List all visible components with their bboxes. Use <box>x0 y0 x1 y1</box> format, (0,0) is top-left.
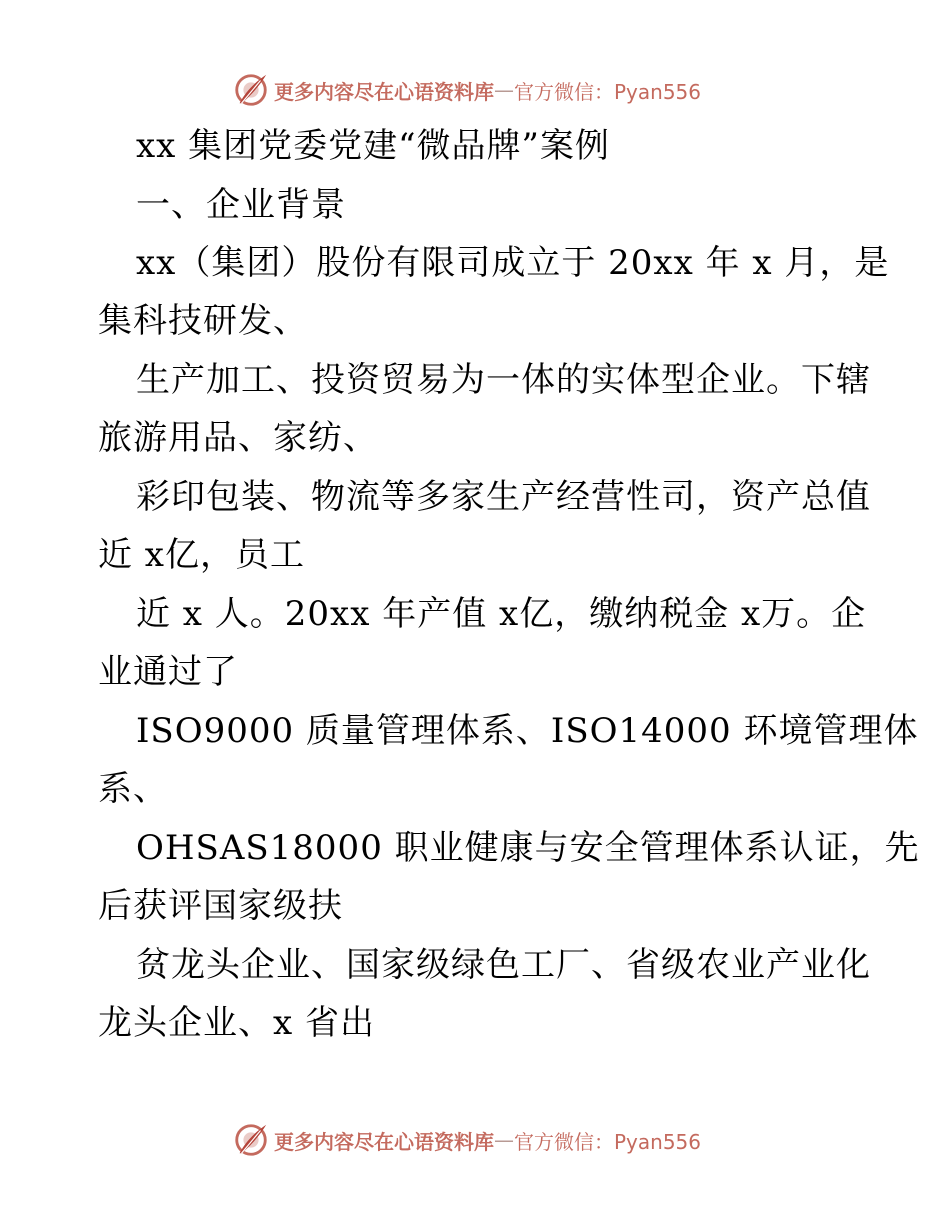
body-line: 彩印包装、物流等多家生产经营性司，资产总值 <box>136 477 871 517</box>
feather-logo-icon <box>232 1121 270 1159</box>
body-line: OHSAS18000 职业健康与安全管理体系认证，先 <box>136 828 920 868</box>
body-line: 生产加工、投资贸易为一体的实体型企业。下辖 <box>136 360 871 400</box>
banner-brand-text: 更多内容尽在心语资料库 <box>274 79 494 104</box>
body-line: 近 x 人。20xx 年产值 x亿，缴纳税金 x万。企 <box>136 594 867 634</box>
banner-dash: — <box>494 1128 514 1152</box>
section-heading: 一、企业背景 <box>136 185 346 225</box>
body-line: 后获评国家级扶 <box>98 886 343 926</box>
body-line: 旅游用品、家纺、 <box>98 418 378 458</box>
body-line: 业通过了 <box>98 652 238 692</box>
feather-logo-icon <box>232 71 270 109</box>
body-line: 贫龙头企业、国家级绿色工厂、省级农业产业化 <box>136 945 871 985</box>
body-line: 集科技研发、 <box>98 301 308 341</box>
body-line: 系、 <box>98 769 168 809</box>
banner-brand-text: 更多内容尽在心语资料库 <box>274 1129 494 1154</box>
body-line: 龙头企业、x 省出 <box>98 1003 375 1043</box>
document-title: xx 集团党委党建“微品牌”案例 <box>136 126 610 166</box>
body-line: 近 x亿，员工 <box>98 535 305 575</box>
banner-wechat-text: 官方微信：Pyan556 <box>514 79 702 104</box>
banner-wechat-text: 官方微信：Pyan556 <box>514 1129 702 1154</box>
body-line: xx（集团）股份有限司成立于 20xx 年 x 月，是 <box>136 243 890 283</box>
body-line: ISO9000 质量管理体系、ISO14000 环境管理体 <box>136 711 919 751</box>
header-banner <box>232 70 701 110</box>
footer-banner <box>232 1120 701 1160</box>
banner-dash: — <box>494 78 514 102</box>
